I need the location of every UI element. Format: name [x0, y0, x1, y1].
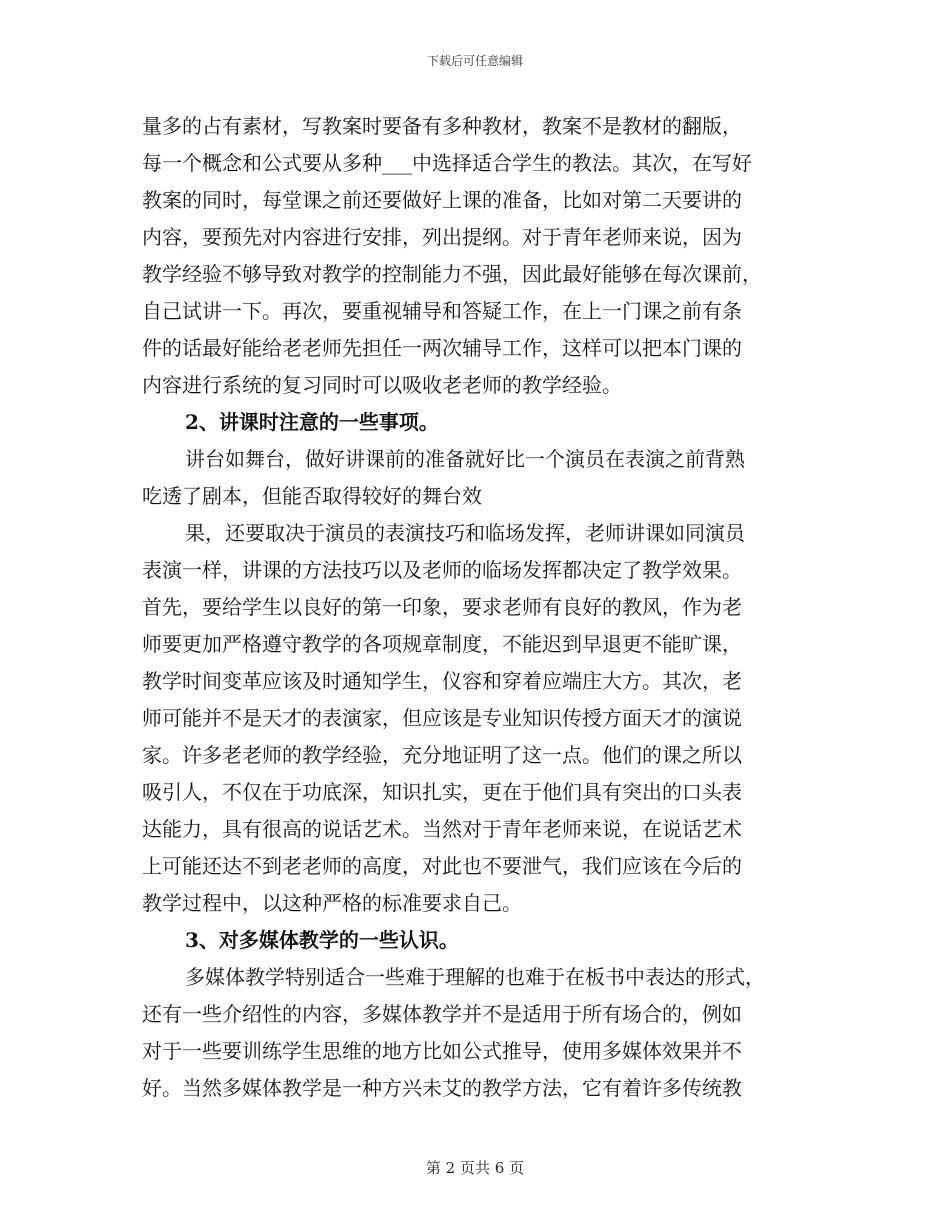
- text-line: 上可能还达不到老老师的高度，对此也不要泄气，我们应该在今后的: [142, 854, 742, 878]
- text-line: 教学过程中，以这种严格的标准要求自己。: [142, 891, 522, 915]
- text-line: 师要更加严格遵守教学的各项规章制度，不能迟到早退更不能旷课，: [142, 632, 742, 656]
- text-line: 家。许多老老师的教学经验，充分地证明了这一点。他们的课之所以: [142, 743, 742, 767]
- text-line: 自己试讲一下。再次，要重视辅导和答疑工作，在上一门课之前有条: [142, 299, 742, 323]
- page-header: 下载后可任意编辑: [426, 54, 523, 68]
- text-line: 讲台如舞台，做好讲课前的准备就好比一个演员在表演之前背熟: [185, 447, 745, 471]
- section-heading: 3、对多媒体教学的一些认识。: [185, 928, 459, 952]
- text-line: 每一个概念和公式要从多种___中选择适合学生的教法。其次，在写好: [142, 151, 752, 175]
- text-line: 首先，要给学生以良好的第一印象，要求老师有良好的教风，作为老: [142, 595, 742, 619]
- text-line: 还有一些介绍性的内容，多媒体教学并不是适用于所有场合的，例如: [142, 1002, 742, 1026]
- text-line: 内容，要预先对内容进行安排，列出提纲。对于青年老师来说，因为: [142, 225, 742, 249]
- page-footer: 第 2 页共 6 页: [425, 1159, 525, 1177]
- text-line: 量多的占有素材，写教案时要备有多种教材，教案不是教材的翻版，: [142, 114, 742, 138]
- section-heading: 2、讲课时注意的一些事项。: [185, 410, 439, 434]
- text-line: 教学时间变革应该及时通知学生，仪容和穿着应端庄大方。其次，老: [142, 669, 742, 693]
- text-line: 对于一些要训练学生思维的地方比如公式推导，使用多媒体效果并不: [142, 1039, 742, 1063]
- text-line: 多媒体教学特别适合一些难于理解的也难于在板书中表达的形式，: [185, 965, 765, 989]
- text-line: 内容进行系统的复习同时可以吸收老老师的教学经验。: [142, 373, 622, 397]
- text-line: 达能力，具有很高的说话艺术。当然对于青年老师来说，在说话艺术: [142, 817, 742, 841]
- text-line: 吸引人，不仅在于功底深，知识扎实，更在于他们具有突出的口头表: [142, 780, 742, 804]
- text-line: 果，还要取决于演员的表演技巧和临场发挥，老师讲课如同演员: [185, 521, 745, 545]
- text-line: 教学经验不够导致对教学的控制能力不强，因此最好能够在每次课前，: [142, 262, 762, 286]
- document-body: [142, 108, 812, 1107]
- text-line: 吃透了剧本，但能否取得较好的舞台效: [142, 484, 482, 508]
- text-line: 表演一样，讲课的方法技巧以及老师的临场发挥都决定了教学效果。: [142, 558, 742, 582]
- text-line: 件的话最好能给老老师先担任一两次辅导工作，这样可以把本门课的: [142, 336, 742, 360]
- text-line: 教案的同时，每堂课之前还要做好上课的准备，比如对第二天要讲的: [142, 188, 742, 212]
- text-line: 好。当然多媒体教学是一种方兴未艾的教学方法，它有着许多传统教: [142, 1076, 742, 1100]
- text-line: 师可能并不是天才的表演家，但应该是专业知识传授方面天才的演说: [142, 706, 742, 730]
